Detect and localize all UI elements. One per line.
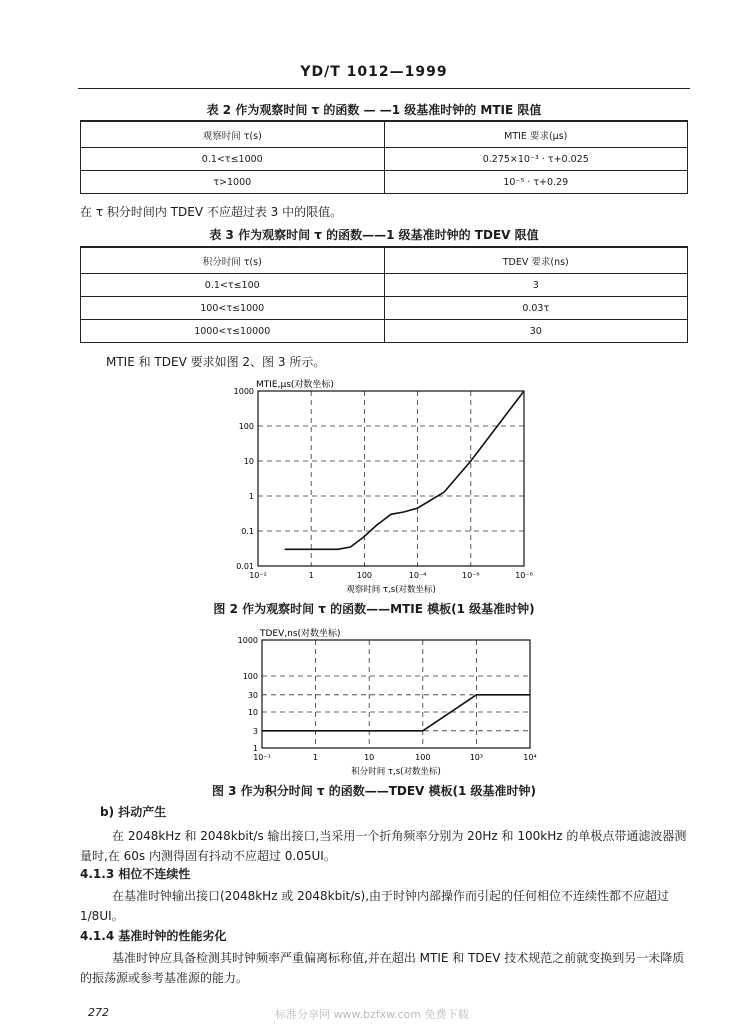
fig2-x-tick-label: 10⁻⁴ <box>408 571 427 580</box>
table3-header-tdev: TDEV 要求(ns) <box>384 247 688 274</box>
table2-cell: 0.1<τ≤1000 <box>81 148 385 171</box>
para-figures: MTIE 和 TDEV 要求如图 2、图 3 所示。 <box>106 355 326 369</box>
fig3-y-tick-label: 30 <box>247 690 258 700</box>
header-rule <box>78 88 690 89</box>
figure3-tdev-chart <box>237 620 540 780</box>
table3-header-time: 积分时间 τ(s) <box>81 247 385 274</box>
figure3-caption: 图 3 作为积分时间 τ 的函数——TDEV 模板(1 级基准时钟) <box>211 784 537 798</box>
table2 <box>80 120 688 194</box>
fig3-x-tick-label: 10⁻¹ <box>253 753 271 762</box>
fig2-y-tick-label: 1000 <box>233 387 254 396</box>
fig3-y-tick-label: 100 <box>242 672 258 681</box>
table2-header-time: 观察时间 τ(s) <box>81 121 385 148</box>
fig2-y-tick-label: 0.01 <box>236 562 254 571</box>
section-413-heading: 4.1.3 相位不连续性 <box>80 867 191 881</box>
table-row <box>81 171 688 194</box>
fig2-x-axis-label: 观察时间 τ,s(对数坐标) <box>346 585 436 595</box>
fig2-y-tick-label: 1 <box>248 492 254 501</box>
fig3-y-tick-label: 10 <box>247 708 258 717</box>
fig3-y-tick-label: 1 <box>252 744 258 753</box>
section-b-heading: b) 抖动产生 <box>100 805 167 819</box>
fig2-x-tick-label: 10⁻² <box>249 571 267 580</box>
table3-cell: 1000<τ≤10000 <box>81 320 385 343</box>
fig3-y-tick-label: 3 <box>252 726 258 736</box>
table-row <box>81 148 688 171</box>
fig2-x-tick-label: 100 <box>356 571 373 580</box>
fig3-series-line <box>262 695 530 731</box>
table3-cell: 30 <box>384 320 688 343</box>
fig2-x-tick-label: 1 <box>308 571 314 580</box>
fig2-y-tick-label: 0.1 <box>241 527 254 536</box>
fig2-x-tick-label: 10⁻⁶ <box>461 571 480 580</box>
table2-caption: 表 2 作为观察时间 τ 的函数 — —1 级基准时钟的 MTIE 限值 <box>206 103 542 117</box>
fig3-x-tick-label: 10⁴ <box>523 753 537 762</box>
fig3-x-tick-label: 100 <box>415 753 431 762</box>
fig3-x-tick-label: 10³ <box>469 753 484 762</box>
fig2-series-line <box>285 391 524 549</box>
table-row <box>81 297 688 320</box>
fig3-y-axis-label: TDEV,ns(对数坐标) <box>260 629 341 639</box>
fig2-y-axis-label: MTIE,μs(对数坐标) <box>256 380 334 390</box>
table2-header-mtie: MTIE 要求(μs) <box>384 121 688 148</box>
watermark: 标准分享网 www.bzfxw.com 免费下载 <box>275 1008 469 1021</box>
figure2-caption: 图 2 作为观察时间 τ 的函数——MTIE 模板(1 级基准时钟) <box>213 602 535 616</box>
table2-cell: 0.275×10⁻³ · τ+0.025 <box>384 148 688 171</box>
section-b-text: 在 2048kHz 和 2048kbit/s 输出接口,当采用一个折角频率分别为 20Hz 和 100kHz 的单极点带通滤波器测量时,在 60s 内测得固有抖动不应超过 0.05UI。 <box>80 829 687 863</box>
fig3-x-tick-label: 10 <box>364 753 375 762</box>
section-414-heading: 4.1.4 基准时钟的性能劣化 <box>80 929 227 943</box>
standard-code: YD/T 1012—1999 <box>300 64 448 80</box>
section-413-text: 在基准时钟输出接口(2048kHz 或 2048kbit/s),由于时钟内部操作而引起的任何相位不连续性都不应超过 1/8UI。 <box>80 889 670 923</box>
fig3-x-axis-label: 积分时间 τ,s(对数坐标) <box>351 767 441 777</box>
figure2-mtie-chart <box>230 374 540 594</box>
table2-cell: 10⁻⁵ · τ+0.29 <box>384 171 688 194</box>
para-tdev: 在 τ 积分时间内 TDEV 不应超过表 3 中的限值。 <box>80 205 343 219</box>
table3 <box>80 246 688 343</box>
page-number: 272 <box>88 1006 109 1019</box>
table-row <box>81 274 688 297</box>
fig3-x-tick-label: 1 <box>313 753 319 762</box>
table3-cell: 100<τ≤1000 <box>81 297 385 320</box>
fig3-y-tick-label: 1000 <box>237 636 258 645</box>
fig2-plot-frame <box>258 391 524 566</box>
section-414-text: 基准时钟应具备检测其时钟频率严重偏离标称值,并在超出 MTIE 和 TDEV 技术规范之前就变换到另一未降质的振荡源或参考基准源的能力。 <box>80 951 685 985</box>
table2-cell: τ>1000 <box>81 171 385 194</box>
table3-cell: 3 <box>384 274 688 297</box>
table3-cell: 0.03τ <box>384 297 688 320</box>
table3-cell: 0.1<τ≤100 <box>81 274 385 297</box>
table3-caption: 表 3 作为观察时间 τ 的函数——1 级基准时钟的 TDEV 限值 <box>209 228 539 242</box>
fig2-y-tick-label: 10 <box>243 457 254 466</box>
fig2-x-tick-label: 10⁻⁸ <box>515 571 533 580</box>
fig2-y-tick-label: 100 <box>238 422 254 431</box>
table-row <box>81 320 688 343</box>
